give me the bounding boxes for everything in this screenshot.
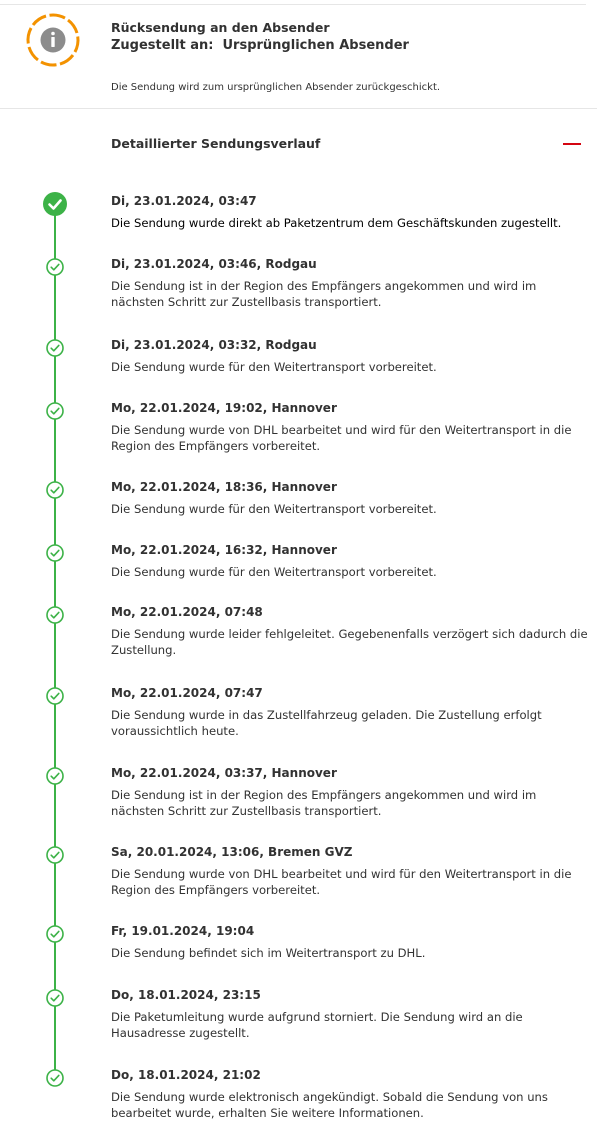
event-description: Die Sendung ist in der Region des Empfängers angekommen und wird im nächsten Schritt zur Zustellbasis transportiert. [111, 788, 537, 818]
info-bar [51, 37, 54, 47]
section-divider [0, 108, 597, 109]
event-date: Mo, 22.01.2024, 03:37, Hannover [111, 766, 337, 780]
event-description: Die Sendung wurde für den Weitertransport vorbereitet. [111, 502, 437, 516]
status-note: Die Sendung wird zum ursprünglichen Absender zurückgeschickt. [111, 82, 441, 93]
event-date: Mo, 22.01.2024, 19:02, Hannover [111, 401, 337, 415]
event-description: Die Sendung wurde in das Zustellfahrzeug geladen. Die Zustellung erfolgt voraussichtlich heute. [111, 708, 542, 738]
check-circle-icon [46, 258, 64, 276]
event-description: Die Sendung wurde für den Weitertransport vorbereitet. [111, 565, 437, 579]
delivered-to: Zugestellt an: Ursprünglichen Absender [111, 38, 409, 53]
check-circle-icon [46, 767, 64, 785]
check-circle-icon [46, 481, 64, 499]
check-circle-icon [46, 846, 64, 864]
event-description: Die Sendung wurde von DHL bearbeitet und wird für den Weitertransport in die Region des Empfängers vorbereitet. [111, 867, 572, 897]
check-circle-icon [46, 339, 64, 357]
top-divider [0, 4, 586, 5]
check-circle-icon [46, 1069, 64, 1087]
history-header[interactable]: Detaillierter Sendungsverlauf [111, 136, 321, 151]
event-date: Sa, 20.01.2024, 13:06, Bremen GVZ [111, 845, 353, 859]
event-description: Die Sendung ist in der Region des Empfängers angekommen und wird im nächsten Schritt zur Zustellbasis transportiert. [111, 279, 537, 309]
event-description: Die Sendung wurde von DHL bearbeitet und wird für den Weitertransport in die Region des Empfängers vorbereitet. [111, 423, 572, 453]
check-circle-icon [46, 544, 64, 562]
event-date: Mo, 22.01.2024, 07:48 [111, 605, 263, 619]
event-date: Do, 18.01.2024, 23:15 [111, 988, 261, 1002]
check-circle-icon [46, 925, 64, 943]
event-description: Die Sendung wurde elektronisch angekündigt. Sobald die Sendung von uns bearbeitet wurde, erhalten Sie weitere Informationen. [111, 1090, 548, 1120]
info-dot [51, 32, 55, 36]
minus-icon [563, 143, 581, 145]
check-filled-icon [42, 191, 68, 217]
event-date: Di, 23.01.2024, 03:47 [111, 194, 257, 208]
event-date: Fr, 19.01.2024, 19:04 [111, 924, 255, 938]
collapse-toggle-button[interactable] [558, 134, 586, 154]
event-description: Die Paketumleitung wurde aufgrund storniert. Die Sendung wird an die Hausadresse zugestellt. [111, 1010, 523, 1040]
status-title: Rücksendung an den Absender [111, 20, 330, 35]
event-date: Di, 23.01.2024, 03:32, Rodgau [111, 338, 317, 352]
event-date: Mo, 22.01.2024, 16:32, Hannover [111, 543, 337, 557]
timeline-line [54, 205, 56, 1075]
event-date: Do, 18.01.2024, 21:02 [111, 1068, 261, 1082]
event-date: Di, 23.01.2024, 03:46, Rodgau [111, 257, 317, 271]
check-circle-icon [46, 687, 64, 705]
check-circle-icon [46, 989, 64, 1007]
check-circle-icon [46, 606, 64, 624]
event-description: Die Sendung wurde direkt ab Paketzentrum dem Geschäftskunden zugestellt. [111, 216, 562, 230]
check-circle-icon [46, 402, 64, 420]
event-description: Die Sendung wurde leider fehlgeleitet. Gegebenenfalls verzögert sich dadurch die Zustellung. [111, 627, 588, 657]
event-description: Die Sendung befindet sich im Weitertransport zu DHL. [111, 946, 426, 960]
event-date: Mo, 22.01.2024, 18:36, Hannover [111, 480, 337, 494]
event-description: Die Sendung wurde für den Weitertransport vorbereitet. [111, 360, 437, 374]
info-icon [25, 12, 81, 68]
event-date: Mo, 22.01.2024, 07:47 [111, 686, 263, 700]
